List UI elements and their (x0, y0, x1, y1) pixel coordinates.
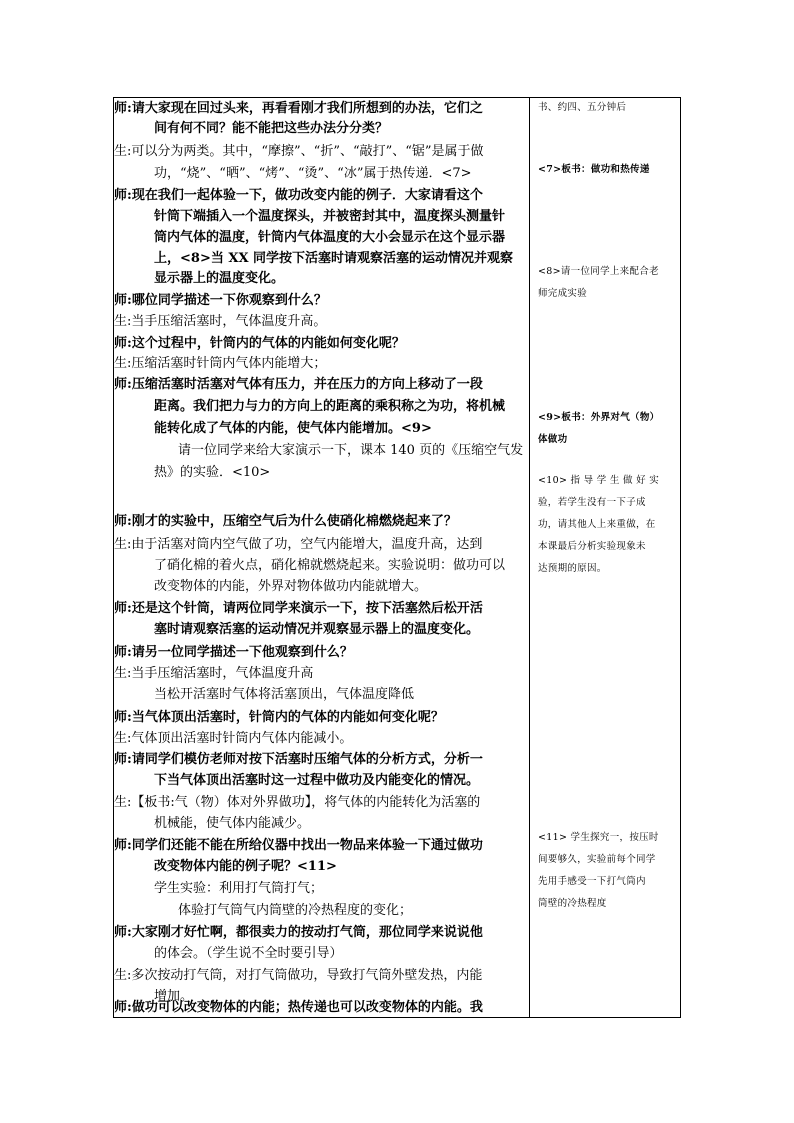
speaker-label: 生: (114, 666, 132, 681)
text-line: 师:现在我们一起体验一下，做功改变内能的例子．大家请看这个 (114, 188, 483, 203)
text-line: 机械能，使气体内能减少。 (154, 816, 311, 831)
text-line: 师:这个过程中，针筒内的气体的内能如何变化呢？ (114, 336, 405, 351)
text-line: 塞时请观察活塞的运动情况并观察显示器上的温度变化。 (154, 622, 480, 637)
speaker-label: 师: (114, 101, 132, 116)
note-line: 先用手感受一下打气筒内 (538, 876, 646, 887)
text-line: 学生实验：利用打气筒打气； (154, 881, 324, 896)
speaker-label: 师: (114, 336, 132, 351)
text-line: 上，<8>当 XX 同学按下活塞时请观察活塞的运动情况并观察 (154, 251, 514, 266)
speaker-label: 师: (114, 377, 132, 392)
text-line: 师:做功可以改变物体的内能；热传递也可以改变物体的内能。我 (114, 1000, 483, 1015)
lesson-plan-table (113, 97, 681, 1018)
speaker-label: 师: (114, 710, 132, 725)
speaker-label: 生: (114, 968, 132, 983)
text-line: 增加。 (154, 989, 194, 1004)
text-line: 距离。我们把力与力的方向上的距离的乘积称之为功，将机械 (154, 399, 506, 414)
text-line: 显示器上的温度变化。 (154, 271, 285, 286)
text-line: 师:哪位同学描述一下你观察到什么？ (114, 293, 327, 308)
text-line: 当松开活塞时气体将活塞顶出，气体温度降低 (154, 687, 415, 702)
text-line: 生:多次按动打气筒，对打气筒做功，导致打气筒外壁发热，内能 (114, 968, 483, 983)
text-line: 功，“烧”、“晒”、“烤”、“烫”、“冰”属于热传递．<7> (154, 166, 472, 181)
text-line: 生:当手压缩活塞时，气体温度升高。 (114, 314, 327, 329)
speaker-label: 生: (114, 144, 132, 159)
note-line: 书、约四、五分钟后 (538, 102, 627, 113)
text-line: 生:气体顶出活塞时针筒内气体内能减小。 (114, 731, 353, 746)
text-line: 的体会。（学生说不全时要引导） (154, 946, 343, 961)
text-line: 改变物体的内能，外界对物体做功内能就增大。 (154, 579, 428, 594)
text-line: 师:刚才的实验中，压缩空气后为什么使硝化棉燃烧起来了？ (114, 514, 457, 529)
note-line: 筒壁的冷热程度 (538, 898, 607, 909)
note-line: 达预期的原因。 (538, 563, 607, 574)
text-line: 生:可以分为两类。其中，“摩擦”、“折”、“敲打”、“锯”是属于做 (114, 144, 484, 159)
text-line: 了硝化棉的着火点，硝化棉就燃烧起来。实验说明：做功可以 (154, 558, 506, 573)
note-line: <9>板书：外界对气（物） (538, 412, 660, 423)
speaker-label: 生: (114, 537, 132, 552)
text-line: 间有何不同？能不能把这些办法分分类？ (154, 121, 389, 136)
speaker-label: 生: (114, 314, 132, 329)
text-line: 生:由于活塞对筒内空气做了功，空气内能增大，温度升高，达到 (114, 537, 483, 552)
text-line: 生:压缩活塞时针筒内气体内能增大； (114, 356, 327, 371)
speaker-label: 师: (114, 601, 132, 616)
text-line: 师:请另一位同学描述一下他观察到什么？ (114, 645, 353, 660)
note-line: 体做功 (538, 434, 568, 445)
note-line: 间要够久，实验前每个同学 (538, 854, 656, 865)
text-line: 体验打气筒气内筒壁的冷热程度的变化； (178, 903, 413, 918)
speaker-label: 生: (114, 356, 132, 371)
note-line: <10> 指 导 学 生 做 好 实 (538, 475, 660, 486)
text-line: 热》的实验．<10> (154, 465, 271, 480)
speaker-label: 师: (114, 293, 132, 308)
speaker-label: 师: (114, 1000, 132, 1015)
text-line: 师:请大家现在回过头来，再看看刚才我们所想到的办法，它们之 (114, 101, 483, 116)
text-line: 改变物体内能的例子呢？<11> (154, 859, 337, 874)
speaker-label: 师: (114, 925, 132, 940)
text-line: 请一位同学来给大家演示一下，课本 140 页的《压缩空气发 (178, 443, 524, 458)
text-line: 师:大家刚才好忙啊，都很卖力的按动打气筒，那位同学来说说他 (114, 925, 483, 940)
text-line: 筒内气体的温度，针筒内气体温度的大小会显示在这个显示器 (154, 230, 506, 245)
notes-column (530, 98, 680, 1017)
text-line: 师:当气体顶出活塞时，针筒内的气体的内能如何变化呢？ (114, 710, 444, 725)
note-line: 师完成实验 (538, 288, 588, 299)
note-line: <11> 学生探究一，按压时 (538, 832, 659, 843)
text-line: 下当气体顶出活塞时这一过程中做功及内能变化的情况。 (154, 773, 480, 788)
text-line: 生:【板书:气（物）体对外界做功】，将气体的内能转化为活塞的 (114, 795, 481, 810)
dialogue-column (114, 98, 529, 1017)
speaker-label: 师: (114, 645, 132, 660)
text-line: 师:压缩活塞时活塞对气体有压力，并在压力的方向上移动了一段 (114, 377, 483, 392)
note-line: 验，若学生没有一下子成 (538, 497, 646, 508)
note-line: <8>请一位同学上来配合老 (538, 266, 659, 277)
text-line: 生:当手压缩活塞时，气体温度升高 (114, 666, 314, 681)
speaker-label: 师: (114, 188, 132, 203)
text-line: 师:还是这个针筒，请两位同学来演示一下，按下活塞然后松开活 (114, 601, 483, 616)
speaker-label: 师: (114, 752, 132, 767)
speaker-label: 生: (114, 795, 132, 810)
speaker-label: 师: (114, 838, 132, 853)
speaker-label: 师: (114, 514, 132, 529)
text-line: 针筒下端插入一个温度探头，并被密封其中，温度探头测量针 (154, 209, 506, 224)
note-line: <7>板书：做功和热传递 (538, 164, 650, 175)
text-line: 师:请同学们模仿老师对按下活塞时压缩气体的分析方式，分析一 (114, 752, 483, 767)
text-line: 师:同学们还能不能在所给仪器中找出一物品来体验一下通过做功 (114, 838, 483, 853)
note-line: 功，请其他人上来重做，在 (538, 519, 656, 530)
speaker-label: 生: (114, 731, 132, 746)
text-line: 能转化成了气体的内能，使气体内能增加。<9> (154, 421, 432, 436)
note-line: 本课最后分析实验现象未 (538, 541, 646, 552)
